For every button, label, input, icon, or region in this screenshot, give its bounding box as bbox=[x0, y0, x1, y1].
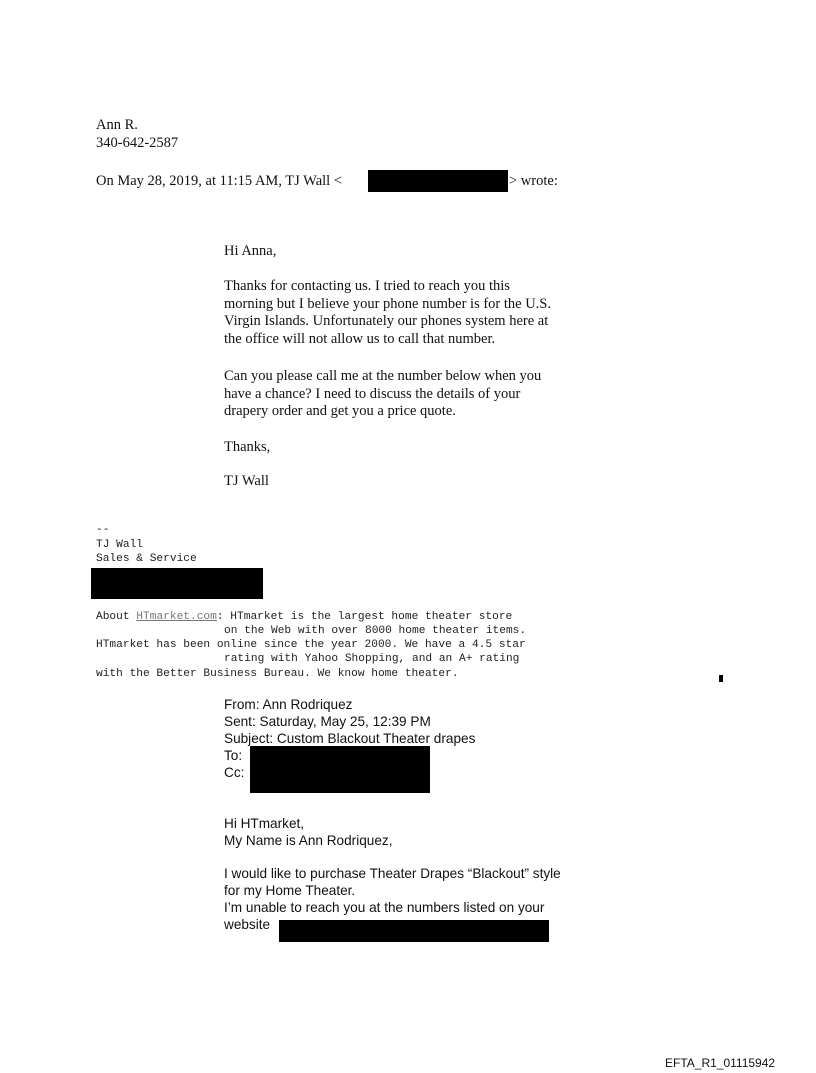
orig-website-prefix: website bbox=[224, 917, 271, 932]
redaction-mark bbox=[719, 675, 723, 682]
reply-p2-line: Can you please call me at the number below when you bbox=[224, 368, 542, 384]
orig-body-line: for my Home Theater. bbox=[224, 883, 356, 898]
reply-p2-line: have a chance? I need to discuss the details of your bbox=[224, 385, 521, 402]
reply-p1-line: Virgin Islands. Unfortunately our phones system here at bbox=[224, 313, 549, 329]
orig-body-line: I would like to purchase Theater Drapes “Blackout” style bbox=[224, 866, 561, 881]
sig-title: Sales & Service bbox=[96, 553, 197, 565]
orig-body-line: I’m unable to reach you at the numbers listed on your bbox=[224, 900, 545, 915]
redaction-to-cc bbox=[250, 746, 430, 793]
redaction-email bbox=[368, 170, 508, 192]
reply-p2-line: drapery order and get you a price quote. bbox=[224, 403, 456, 419]
reply-p1-line: morning but I believe your phone number is for the U.S. bbox=[224, 295, 551, 312]
reply-header-prefix: On May 28, 2019, at 11:15 AM, TJ Wall < bbox=[96, 173, 342, 189]
sig-name: TJ Wall bbox=[96, 539, 143, 551]
reply-closing: Thanks, bbox=[224, 439, 271, 455]
sig-about-prefix: About bbox=[96, 611, 137, 623]
redaction-sig-contact bbox=[91, 568, 263, 599]
sig-about-line-5: with the Better Business Bureau. We know home theater. bbox=[96, 668, 459, 680]
reply-p1-line: the office will not allow us to call that number. bbox=[224, 330, 496, 347]
reply-paragraph-2 bbox=[224, 368, 541, 421]
sig-about-line-3: HTmarket has been online since the year 2000. We have a 4.5 star bbox=[96, 639, 526, 651]
orig-sent: Sent: Saturday, May 25, 12:39 PM bbox=[224, 714, 431, 729]
sig-about-line-2: on the Web with over 8000 home theater items. bbox=[224, 625, 527, 637]
reply-p1-line: Thanks for contacting us. I tried to reach you this bbox=[224, 278, 510, 294]
sig-about-line-4: rating with Yahoo Shopping, and an A+ rating bbox=[224, 653, 520, 665]
bates-number: EFTA_R1_01115942 bbox=[665, 1056, 776, 1070]
redaction-phone-numbers bbox=[279, 920, 549, 942]
orig-greeting: Hi HTmarket, bbox=[224, 816, 305, 831]
sig-dash: -- bbox=[96, 524, 110, 536]
orig-to-label: To: bbox=[224, 748, 243, 763]
orig-from: From: Ann Rodriquez bbox=[224, 697, 353, 712]
orig-subject: Subject: Custom Blackout Theater drapes bbox=[224, 731, 476, 746]
reply-greeting: Hi Anna, bbox=[224, 243, 277, 259]
reply-paragraph-1 bbox=[224, 278, 551, 348]
htmarket-link[interactable]: HTmarket.com bbox=[136, 611, 217, 623]
sig-about-line-1 bbox=[96, 610, 512, 625]
sig-about-rest: : HTmarket is the largest home theater store bbox=[216, 611, 513, 623]
reply-sender: TJ Wall bbox=[224, 473, 269, 489]
orig-body bbox=[224, 865, 561, 916]
sender-phone: 340-642-2587 bbox=[96, 135, 179, 151]
reply-header-suffix: > wrote: bbox=[509, 173, 558, 189]
sender-name: Ann R. bbox=[96, 117, 138, 133]
orig-intro: My Name is Ann Rodriquez, bbox=[224, 833, 393, 848]
orig-cc-label: Cc: bbox=[224, 765, 245, 780]
